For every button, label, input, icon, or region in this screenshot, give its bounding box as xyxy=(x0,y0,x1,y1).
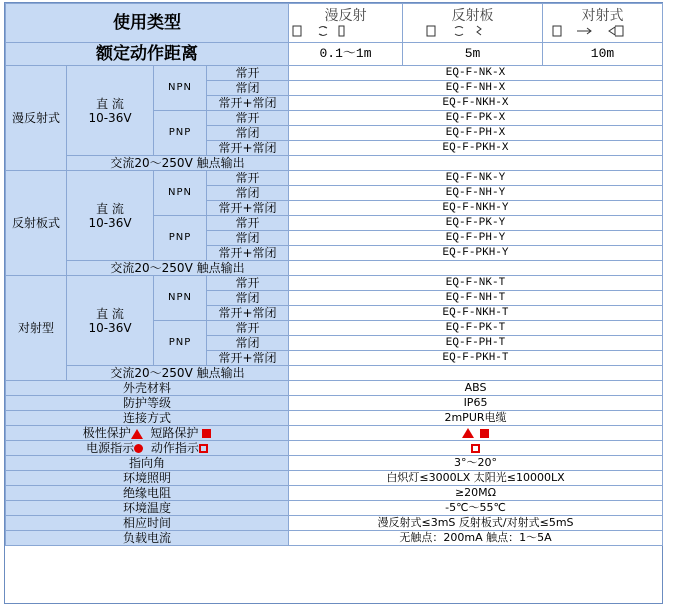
illumination-row xyxy=(6,471,663,486)
model-number: EQ-F-NH-X xyxy=(289,81,663,96)
spec-table xyxy=(5,3,663,546)
angle-row xyxy=(6,456,663,471)
output-mode: 常开 xyxy=(207,171,289,186)
distance-reflector: 5m xyxy=(403,43,543,66)
dc-voltage: 10-36V xyxy=(88,215,132,230)
ac-output-model xyxy=(289,156,663,171)
ring-icon xyxy=(199,444,208,453)
dc-supply-cell xyxy=(67,171,154,261)
group-name: 反射板式 xyxy=(6,171,67,276)
output-mode: 常闭 xyxy=(207,336,289,351)
spec-value: ≥20MΩ xyxy=(289,486,663,501)
spec-value: IP65 xyxy=(289,396,663,411)
ac-output-model xyxy=(289,261,663,276)
model-number: EQ-F-PH-Y xyxy=(289,231,663,246)
pnp-label: PNP xyxy=(154,111,207,156)
output-mode: 常开+常闭 xyxy=(207,351,289,366)
dc-label: 直 流 xyxy=(96,306,124,321)
output-mode: 常开 xyxy=(207,321,289,336)
npn-label: NPN xyxy=(154,276,207,321)
npn-label: NPN xyxy=(154,171,207,216)
npn-label: NPN xyxy=(154,66,207,111)
distance-through-beam: 10m xyxy=(543,43,663,66)
table-row xyxy=(6,366,663,381)
spec-value: 2mPUR电缆 xyxy=(289,411,663,426)
dc-label: 直 流 xyxy=(96,201,124,216)
model-number: EQ-F-NK-X xyxy=(289,66,663,81)
ac-output-label: 交流20～250V 触点输出 xyxy=(67,261,289,276)
indicator-value xyxy=(289,441,663,456)
spec-value: ABS xyxy=(289,381,663,396)
table-row xyxy=(6,276,663,291)
pnp-label: PNP xyxy=(154,216,207,261)
table-row xyxy=(6,156,663,171)
table-row xyxy=(6,171,663,186)
action-indicator-label: 动作指示 xyxy=(150,441,199,455)
response-row xyxy=(6,516,663,531)
polarity-row xyxy=(6,426,663,441)
dc-voltage: 10-36V xyxy=(88,110,132,125)
through-beam-sensor-icon xyxy=(543,24,663,38)
sensor-diffuse-name: 漫反射 xyxy=(324,8,367,24)
model-number: EQ-F-PK-Y xyxy=(289,216,663,231)
housing-row xyxy=(6,381,663,396)
output-mode: 常开 xyxy=(207,66,289,81)
output-mode: 常开+常闭 xyxy=(207,201,289,216)
temperature-row xyxy=(6,501,663,516)
spec-label: 相应时间 xyxy=(6,516,289,531)
spec-label: 外壳材料 xyxy=(6,381,289,396)
triangle-icon xyxy=(131,429,143,439)
table-row xyxy=(6,66,663,81)
model-number: EQ-F-PKH-T xyxy=(289,351,663,366)
model-number: EQ-F-PH-X xyxy=(289,126,663,141)
sensor-reflector xyxy=(403,4,543,43)
spec-label: 环境照明 xyxy=(6,471,289,486)
sensor-through-beam-name: 对射式 xyxy=(581,8,624,24)
ac-output-label: 交流20～250V 触点输出 xyxy=(67,156,289,171)
polarity-value xyxy=(289,426,663,441)
spec-label: 负载电流 xyxy=(6,531,289,546)
spec-value: 无触点：200mA 触点：1～5A xyxy=(289,531,663,546)
spec-label: 绝缘电阻 xyxy=(6,486,289,501)
spec-value: 漫反射式≤3mS 反射板式/对射式≤5mS xyxy=(289,516,663,531)
reflector-sensor-icon xyxy=(403,24,543,38)
model-number: EQ-F-PK-T xyxy=(289,321,663,336)
ac-output-model xyxy=(289,366,663,381)
spec-label: 指向角 xyxy=(6,456,289,471)
triangle-icon xyxy=(462,428,474,438)
spec-label: 防护等级 xyxy=(6,396,289,411)
spec-value: -5℃～55℃ xyxy=(289,501,663,516)
distance-diffuse: 0.1～1m xyxy=(289,43,403,66)
output-mode: 常开 xyxy=(207,276,289,291)
spec-label: 连接方式 xyxy=(6,411,289,426)
spec-label: 环境温度 xyxy=(6,501,289,516)
dot-icon xyxy=(134,444,143,453)
dc-label: 直 流 xyxy=(96,96,124,111)
table-row xyxy=(6,261,663,276)
dc-voltage: 10-36V xyxy=(88,320,132,335)
model-number: EQ-F-PKH-Y xyxy=(289,246,663,261)
spec-table-container xyxy=(4,2,663,604)
square-icon xyxy=(202,429,211,438)
model-number: EQ-F-NH-T xyxy=(289,291,663,306)
type-label: 使用类型 xyxy=(6,4,289,43)
output-mode: 常开 xyxy=(207,111,289,126)
pnp-label: PNP xyxy=(154,321,207,366)
group-name: 对射型 xyxy=(6,276,67,381)
output-mode: 常开+常闭 xyxy=(207,246,289,261)
output-mode: 常开+常闭 xyxy=(207,141,289,156)
load-row xyxy=(6,531,663,546)
polarity-protect-label: 极性保护 xyxy=(82,426,131,440)
output-mode: 常闭 xyxy=(207,291,289,306)
model-number: EQ-F-NK-T xyxy=(289,276,663,291)
diffuse-sensor-icon xyxy=(289,24,403,38)
output-mode: 常闭 xyxy=(207,81,289,96)
model-number: EQ-F-NKH-Y xyxy=(289,201,663,216)
dc-supply-cell xyxy=(67,66,154,156)
square-icon xyxy=(480,429,489,438)
model-number: EQ-F-NK-Y xyxy=(289,171,663,186)
sensor-reflector-name: 反射板 xyxy=(451,8,494,24)
distance-label: 额定动作距离 xyxy=(6,43,289,66)
ac-output-label: 交流20～250V 触点输出 xyxy=(67,366,289,381)
indicator-row xyxy=(6,441,663,456)
power-indicator-label: 电源指示 xyxy=(86,441,135,455)
short-circuit-label: 短路保护 xyxy=(150,426,199,440)
model-number: EQ-F-NKH-T xyxy=(289,306,663,321)
connection-row xyxy=(6,411,663,426)
output-mode: 常开+常闭 xyxy=(207,306,289,321)
output-mode: 常闭 xyxy=(207,126,289,141)
group-name: 漫反射式 xyxy=(6,66,67,171)
polarity-label xyxy=(6,426,289,441)
spec-value: 白炽灯≤3000LX 太阳光≤10000LX xyxy=(289,471,663,486)
insulation-row xyxy=(6,486,663,501)
model-number: EQ-F-NH-Y xyxy=(289,186,663,201)
spec-value: 3°～20° xyxy=(289,456,663,471)
dc-supply-cell xyxy=(67,276,154,366)
output-mode: 常开+常闭 xyxy=(207,96,289,111)
output-mode: 常闭 xyxy=(207,186,289,201)
protection-row xyxy=(6,396,663,411)
output-mode: 常开 xyxy=(207,216,289,231)
output-mode: 常闭 xyxy=(207,231,289,246)
ring-icon xyxy=(471,444,480,453)
sensor-through-beam xyxy=(543,4,663,43)
model-number: EQ-F-PH-T xyxy=(289,336,663,351)
sensor-diffuse xyxy=(289,4,403,43)
model-number: EQ-F-PKH-X xyxy=(289,141,663,156)
model-number: EQ-F-NKH-X xyxy=(289,96,663,111)
indicator-label xyxy=(6,441,289,456)
model-number: EQ-F-PK-X xyxy=(289,111,663,126)
